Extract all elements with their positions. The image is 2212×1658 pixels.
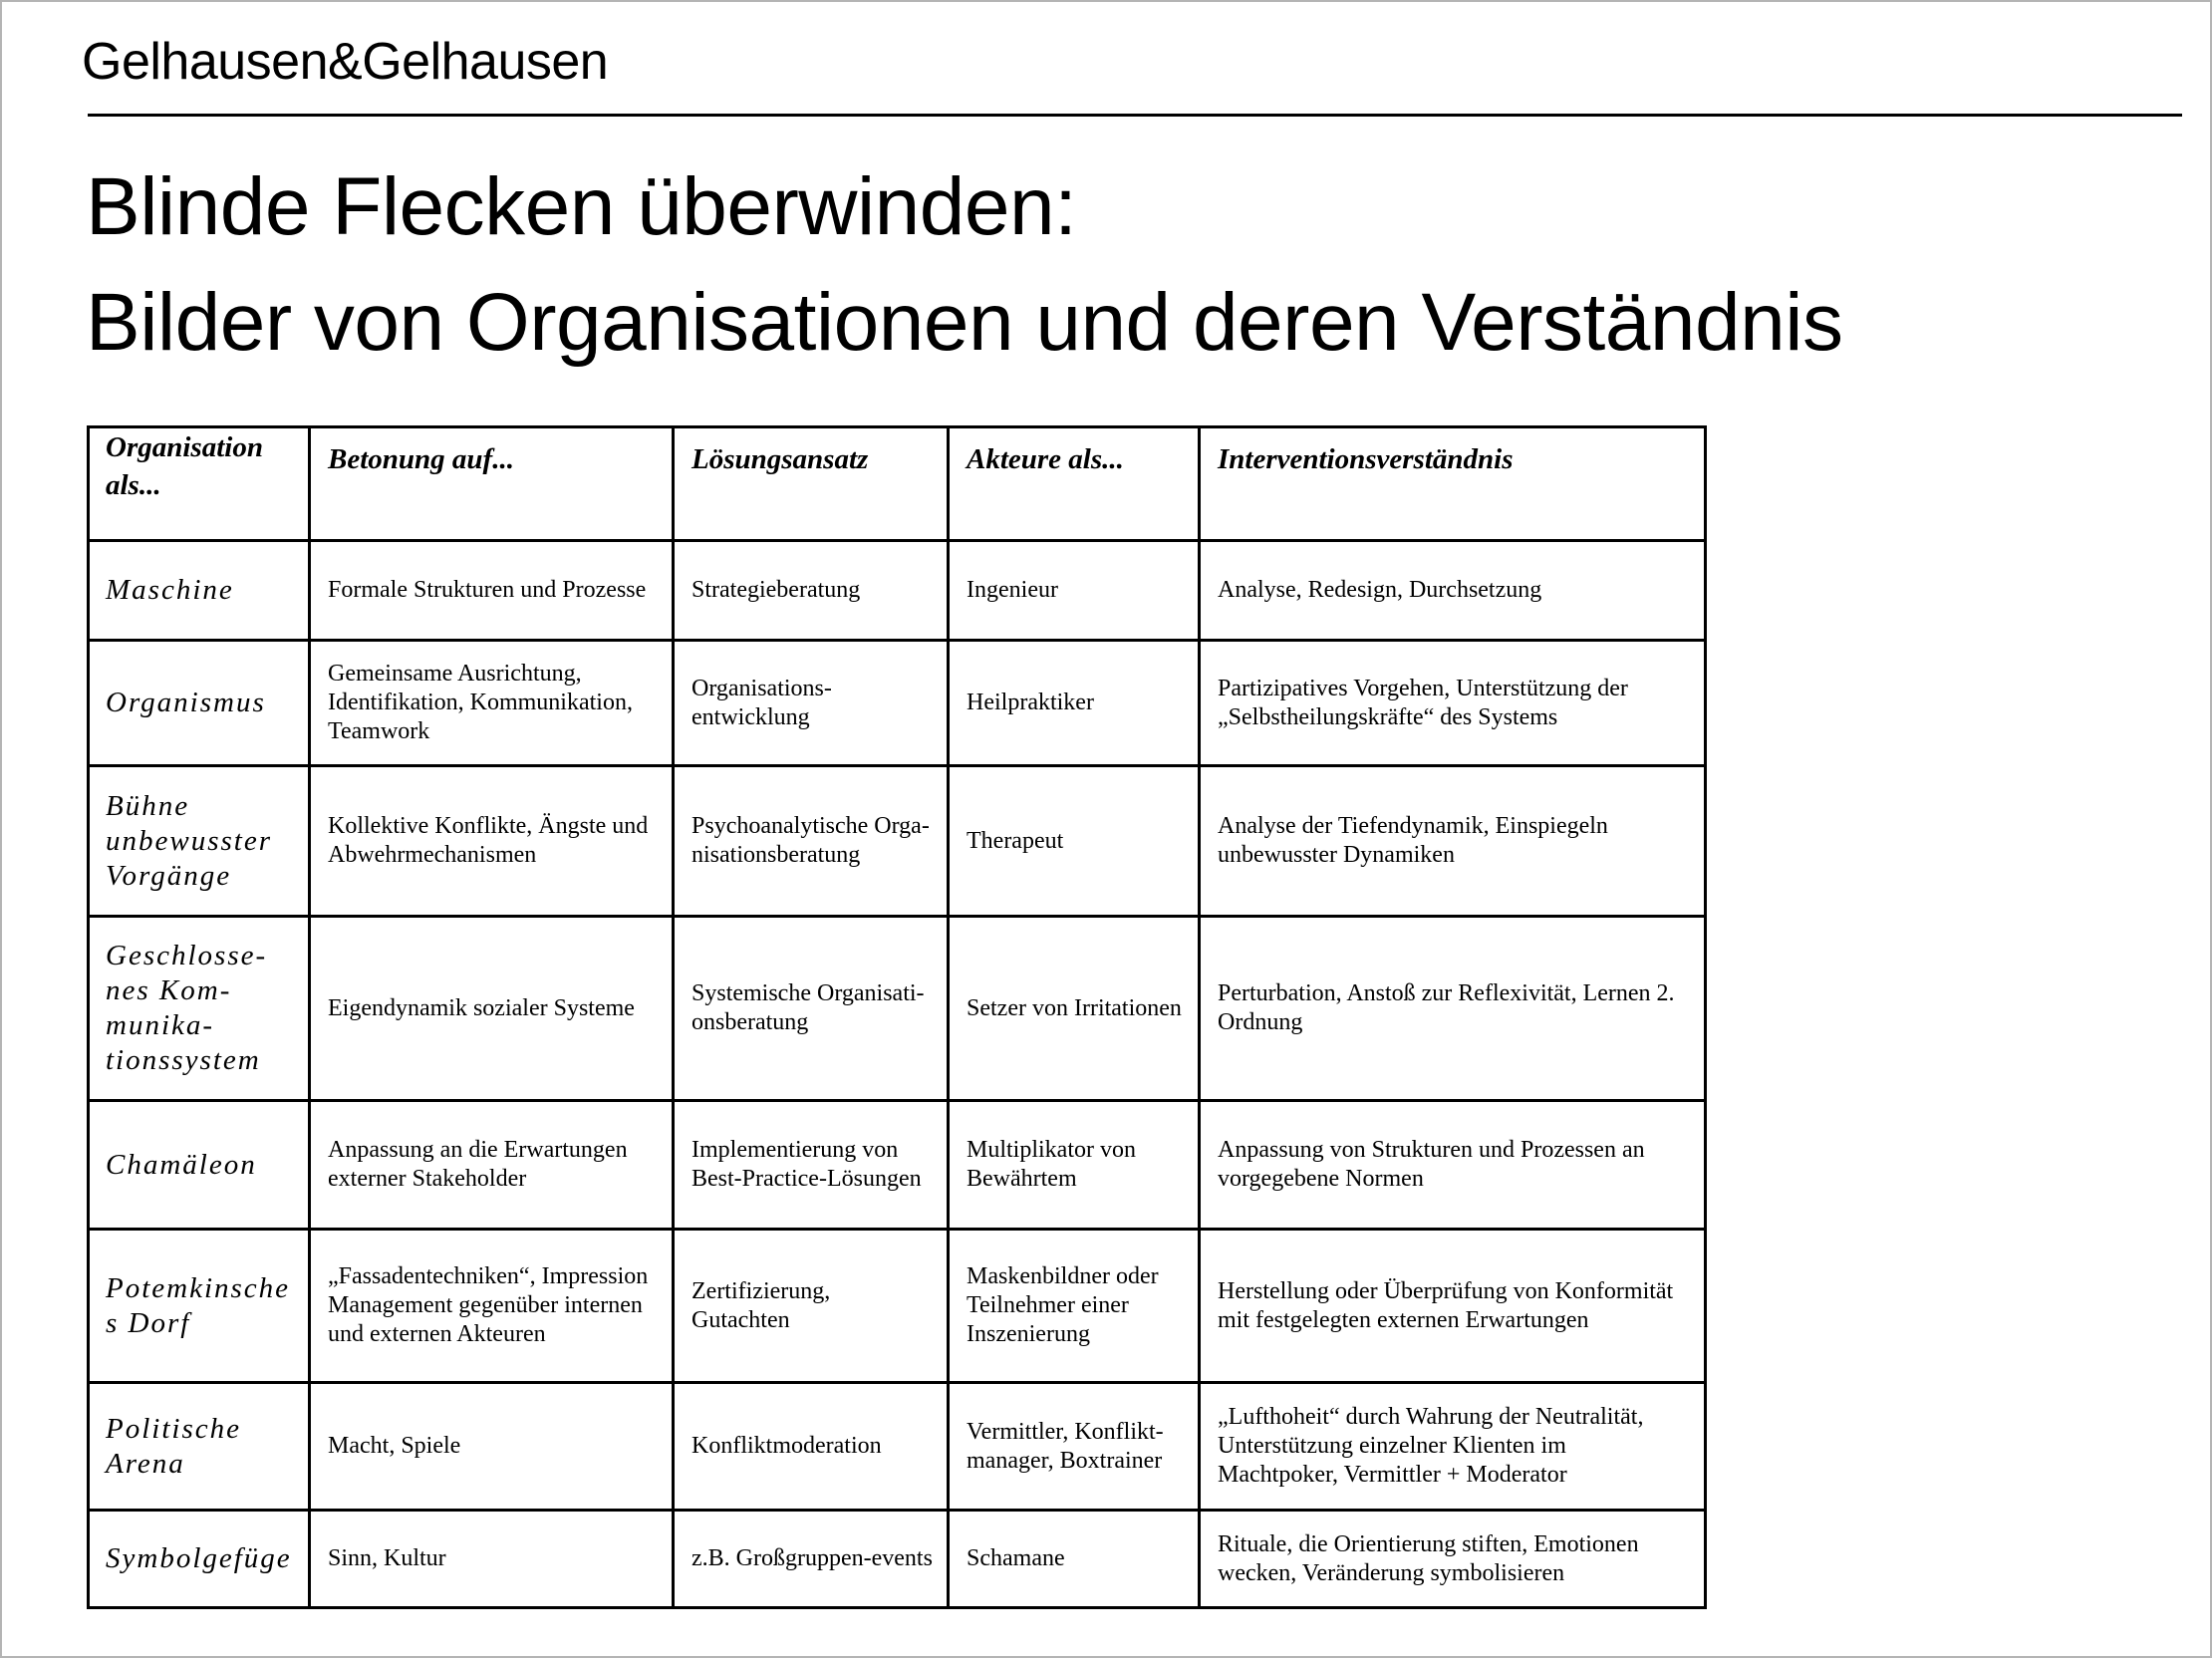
cell-organisation: Symbolgefüge (89, 1511, 310, 1608)
cell-loesungsansatz: Psychoanalytische Orga-nisationsberatung (674, 766, 949, 917)
cell-organisation: Chamäleon (89, 1101, 310, 1230)
cell-organisation: Organismus (89, 641, 310, 766)
cell-akteure: Ingenieur (949, 541, 1200, 641)
cell-organisation: Maschine (89, 541, 310, 641)
table-row (89, 766, 1706, 917)
cell-akteure: Therapeut (949, 766, 1200, 917)
cell-loesungsansatz: Systemische Organisati-onsberatung (674, 917, 949, 1101)
cell-betonung: Formale Strukturen und Prozesse (310, 541, 674, 641)
cell-betonung: Macht, Spiele (310, 1383, 674, 1511)
cell-loesungsansatz: Organisations-entwicklung (674, 641, 949, 766)
table-header-row (89, 427, 1706, 541)
cell-betonung: Gemeinsame Ausrichtung, Identifikation, Kommunikation, Teamwork (310, 641, 674, 766)
cell-betonung: Anpassung an die Erwartungen externer Stakeholder (310, 1101, 674, 1230)
table-row (89, 1383, 1706, 1511)
brand-name: Gelhausen&Gelhausen (82, 33, 609, 91)
table-row (89, 917, 1706, 1101)
cell-organisation: Geschlosse-nes Kom-munika-tionssystem (89, 917, 310, 1101)
cell-betonung: Sinn, Kultur (310, 1511, 674, 1608)
col-header-loesungsansatz: Lösungsansatz (674, 427, 949, 541)
cell-intervention: Herstellung oder Überprüfung von Konformität mit festgelegten externen Erwartungen (1200, 1230, 1706, 1383)
cell-intervention: Perturbation, Anstoß zur Reflexivität, Lernen 2. Ordnung (1200, 917, 1706, 1101)
header-divider (88, 114, 2182, 117)
cell-loesungsansatz: Strategieberatung (674, 541, 949, 641)
cell-akteure: Heilpraktiker (949, 641, 1200, 766)
cell-akteure: Schamane (949, 1511, 1200, 1608)
cell-betonung: „Fassadentechniken“, Impression Management gegenüber internen und externen Akteuren (310, 1230, 674, 1383)
col-header-betonung: Betonung auf... (310, 427, 674, 541)
cell-intervention: Analyse der Tiefendynamik, Einspiegeln unbewusster Dynamiken (1200, 766, 1706, 917)
table-row (89, 1511, 1706, 1608)
slide-title (86, 149, 1842, 381)
cell-intervention: Rituale, die Orientierung stiften, Emotionen wecken, Veränderung symbolisieren (1200, 1511, 1706, 1608)
cell-loesungsansatz: Zertifizierung, Gutachten (674, 1230, 949, 1383)
cell-intervention: „Lufthoheit“ durch Wahrung der Neutralität, Unterstützung einzelner Klienten im Machtpoker, Vermittler + Moderator (1200, 1383, 1706, 1511)
cell-intervention: Partizipatives Vorgehen, Unterstützung der „Selbstheilungskräfte“ des Systems (1200, 641, 1706, 766)
col-header-organisation: Organisation als... (89, 427, 310, 541)
table-row (89, 1230, 1706, 1383)
cell-loesungsansatz: Implementierung von Best-Practice-Lösungen (674, 1101, 949, 1230)
table-row (89, 541, 1706, 641)
cell-organisation: Politische Arena (89, 1383, 310, 1511)
cell-betonung: Eigendynamik sozialer Systeme (310, 917, 674, 1101)
table-row (89, 641, 1706, 766)
cell-organisation: Bühne unbewusster Vorgänge (89, 766, 310, 917)
cell-loesungsansatz: Konfliktmoderation (674, 1383, 949, 1511)
table-row (89, 1101, 1706, 1230)
cell-akteure: Setzer von Irritationen (949, 917, 1200, 1101)
cell-betonung: Kollektive Konflikte, Ängste und Abwehrmechanismen (310, 766, 674, 917)
cell-akteure: Multiplikator von Bewährtem (949, 1101, 1200, 1230)
organisation-images-table (87, 425, 1707, 1609)
cell-loesungsansatz: z.B. Großgruppen-events (674, 1511, 949, 1608)
cell-akteure: Maskenbildner oder Teilnehmer einer Inszenierung (949, 1230, 1200, 1383)
cell-intervention: Anpassung von Strukturen und Prozessen an vorgegebene Normen (1200, 1101, 1706, 1230)
cell-organisation: Potemkinsche s Dorf (89, 1230, 310, 1383)
cell-akteure: Vermittler, Konflikt-manager, Boxtrainer (949, 1383, 1200, 1511)
col-header-intervention: Interventionsverständnis (1200, 427, 1706, 541)
title-line-1: Blinde Flecken überwinden: (86, 161, 1077, 252)
cell-intervention: Analyse, Redesign, Durchsetzung (1200, 541, 1706, 641)
col-header-akteure: Akteure als... (949, 427, 1200, 541)
title-line-2: Bilder von Organisationen und deren Verständnis (86, 277, 1843, 368)
